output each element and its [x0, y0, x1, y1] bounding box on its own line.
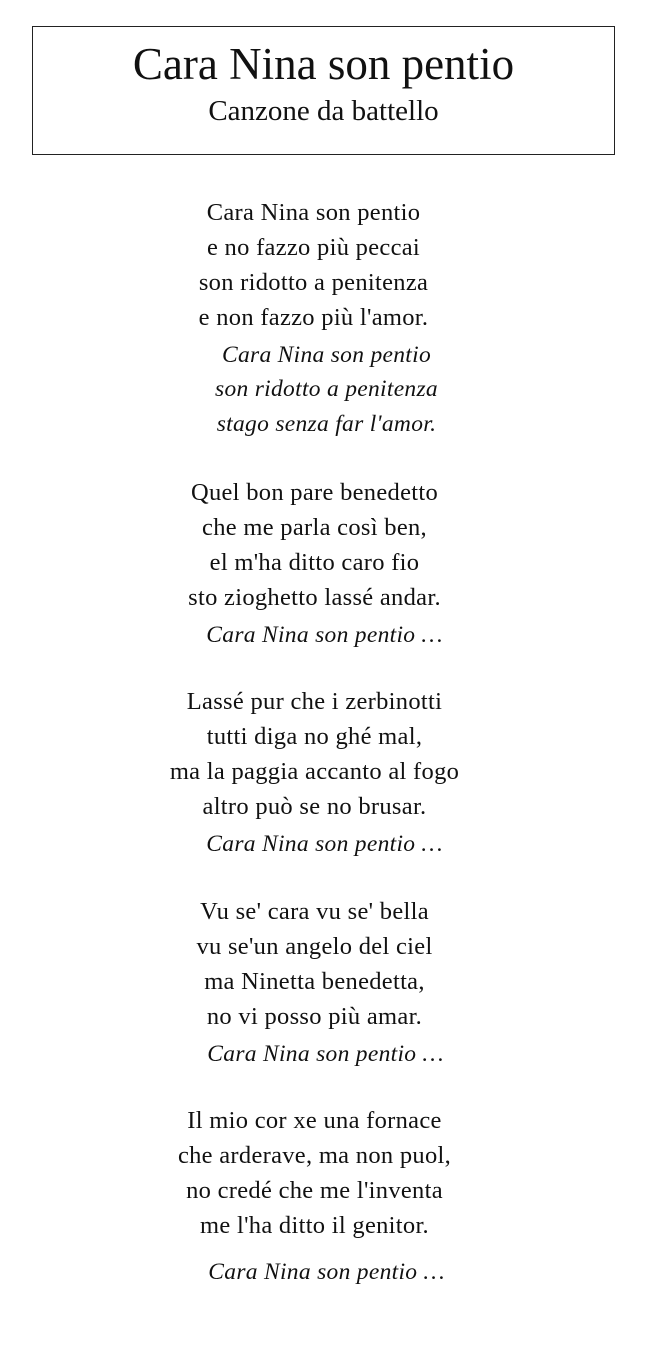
verse-line: Quel bon pare benedetto: [190, 479, 439, 506]
verse-line: sto zioghetto lassé andar.: [188, 584, 441, 611]
refrain-line: Cara Nina son pentio: [221, 342, 432, 368]
verse-line: no credé che me l'inventa: [186, 1177, 443, 1204]
verse-line: ma Ninetta benedetta,: [204, 968, 425, 995]
verse-line: tutti diga no ghé mal,: [206, 723, 423, 750]
verse-line: no vi posso più amar.: [206, 1003, 423, 1030]
refrain-line: Cara Nina son pentio …: [207, 1041, 444, 1067]
verse-line: Vu se' cara vu se' bella: [200, 898, 429, 925]
verse-line: Lassé pur che i zerbinotti: [186, 688, 443, 715]
verse-line: Il mio cor xe una fornace: [187, 1107, 442, 1134]
refrain-line: Cara Nina son pentio …: [206, 622, 443, 648]
refrain-line: stago senza far l'amor.: [216, 411, 437, 437]
verse-line: e non fazzo più l'amor.: [198, 304, 429, 331]
song-title: Cara Nina son pentio: [132, 39, 515, 89]
title-box: [32, 26, 615, 155]
verse-line: vu se'un angelo del ciel: [196, 933, 433, 960]
refrain-line: Cara Nina son pentio …: [208, 1259, 445, 1285]
verse-line: e no fazzo più peccai: [206, 234, 421, 261]
verse-line: che arderave, ma non puol,: [177, 1142, 452, 1169]
verse-line: altro può se no brusar.: [202, 793, 427, 820]
refrain-line: Cara Nina son pentio …: [206, 831, 443, 857]
verse-line: Cara Nina son pentio: [206, 199, 421, 226]
verse-line: che me parla così ben,: [202, 514, 427, 541]
song-subtitle: Canzone da battello: [208, 95, 439, 127]
verse-line: me l'ha ditto il genitor.: [200, 1212, 429, 1239]
verse-line: el m'ha ditto caro fio: [209, 549, 420, 576]
verse-line: son ridotto a penitenza: [198, 269, 429, 296]
refrain-line: son ridotto a penitenza: [215, 376, 438, 402]
verse-line: ma la paggia accanto al fogo: [169, 758, 460, 785]
